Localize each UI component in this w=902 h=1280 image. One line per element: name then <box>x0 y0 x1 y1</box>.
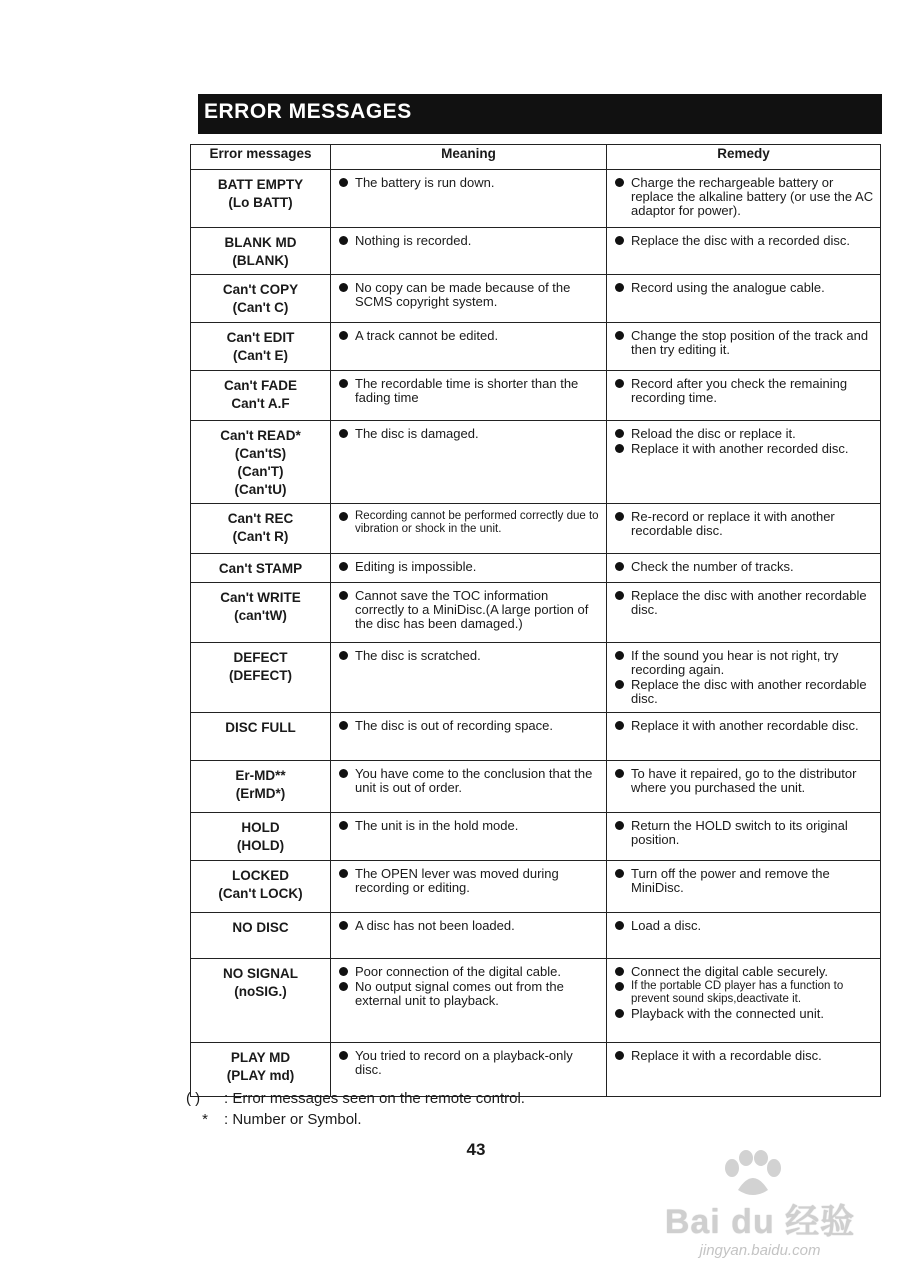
bullet-item: Change the stop position of the track and then try editing it. <box>613 329 874 357</box>
meaning-cell <box>331 913 607 959</box>
bullet-item: The unit is in the hold mode. <box>337 819 600 833</box>
error-code-cell <box>191 713 331 761</box>
footnote-text: : Error messages seen on the remote control. <box>224 1090 525 1107</box>
error-code-line: NO DISC <box>232 920 289 935</box>
remedy-list <box>613 281 874 295</box>
error-code-line: (Can'tS) <box>234 446 287 461</box>
table-row <box>191 761 881 813</box>
remedy-cell <box>607 504 881 554</box>
bullet-item: The disc is out of recording space. <box>337 719 600 733</box>
error-code-line: (Can't C) <box>232 300 289 315</box>
error-code-line: BLANK MD <box>224 235 297 250</box>
remedy-cell <box>607 554 881 583</box>
remedy-list <box>613 427 874 456</box>
remedy-cell <box>607 643 881 713</box>
bullet-item: To have it repaired, go to the distributor where you purchased the unit. <box>613 767 874 795</box>
remedy-list <box>613 377 874 405</box>
section-title: ERROR MESSAGES <box>198 94 882 134</box>
remedy-cell <box>607 913 881 959</box>
meaning-cell <box>331 323 607 371</box>
remedy-cell <box>607 1043 881 1097</box>
error-code-line: (PLAY md) <box>226 1068 295 1083</box>
remedy-list <box>613 1049 874 1063</box>
bullet-item: Poor connection of the digital cable. <box>337 965 600 979</box>
error-code-line: (HOLD) <box>236 838 285 853</box>
meaning-list <box>337 965 600 1008</box>
remedy-cell <box>607 421 881 504</box>
remedy-list <box>613 234 874 248</box>
meaning-list <box>337 427 600 441</box>
table-row <box>191 421 881 504</box>
remedy-list <box>613 767 874 795</box>
footnote-remote <box>186 1088 525 1109</box>
error-code-cell <box>191 421 331 504</box>
table-row <box>191 371 881 421</box>
footnote-key: * <box>202 1111 208 1128</box>
bullet-item: The OPEN lever was moved during recording or editing. <box>337 867 600 895</box>
remedy-cell <box>607 959 881 1043</box>
bullet-item: Replace it with a recordable disc. <box>613 1049 874 1063</box>
page-number: 43 <box>466 1140 486 1159</box>
error-code-line: (DEFECT) <box>229 668 292 683</box>
table-row <box>191 959 881 1043</box>
remedy-cell <box>607 583 881 643</box>
error-code-cell <box>191 583 331 643</box>
error-code-cell <box>191 275 331 323</box>
error-code-line: (Can't LOCK) <box>218 886 303 901</box>
remedy-list <box>613 589 874 617</box>
meaning-list <box>337 867 600 895</box>
footnotes <box>186 1088 525 1130</box>
meaning-list <box>337 919 600 933</box>
bullet-item: No output signal comes out from the external unit to playback. <box>337 980 600 1008</box>
remedy-cell <box>607 228 881 275</box>
error-code-line: Can't STAMP <box>218 561 303 576</box>
table-row <box>191 170 881 228</box>
bullet-item: If the sound you hear is not right, try recording again. <box>613 649 874 677</box>
meaning-cell <box>331 228 607 275</box>
table-row <box>191 913 881 959</box>
meaning-cell <box>331 583 607 643</box>
bullet-item: The battery is run down. <box>337 176 600 190</box>
bullet-item: Cannot save the TOC information correctly to a MiniDisc.(A large portion of the disc has been damaged.) <box>337 589 600 631</box>
error-code-line: Can't COPY <box>222 282 299 297</box>
remedy-cell <box>607 861 881 913</box>
bullet-item: Record after you check the remaining recording time. <box>613 377 874 405</box>
error-code-line: (can'tW) <box>234 608 287 623</box>
remedy-list <box>613 819 874 847</box>
error-code-line: Can't WRITE <box>220 590 301 605</box>
error-code-cell <box>191 761 331 813</box>
error-code-line: Can't REC <box>227 511 294 526</box>
bullet-item: Load a disc. <box>613 919 874 933</box>
remedy-list <box>613 560 874 574</box>
remedy-list <box>613 867 874 895</box>
error-code-cell <box>191 959 331 1043</box>
bullet-item: Connect the digital cable securely. <box>613 965 874 979</box>
error-code-line: (ErMD*) <box>235 786 286 801</box>
bullet-item: Check the number of tracks. <box>613 560 874 574</box>
table-row <box>191 275 881 323</box>
remedy-cell <box>607 323 881 371</box>
bullet-item: A track cannot be edited. <box>337 329 600 343</box>
error-code-line: DEFECT <box>233 650 288 665</box>
error-code-line: (Can'tU) <box>234 482 287 497</box>
remedy-cell <box>607 170 881 228</box>
meaning-cell <box>331 421 607 504</box>
bullet-item: No copy can be made because of the SCMS copyright system. <box>337 281 600 309</box>
bullet-item: Editing is impossible. <box>337 560 600 574</box>
error-code-line: BATT EMPTY <box>217 177 304 192</box>
meaning-list <box>337 589 600 631</box>
bullet-item: The disc is damaged. <box>337 427 600 441</box>
meaning-list <box>337 560 600 574</box>
meaning-list <box>337 377 600 405</box>
watermark-brand: Bai du 经验 <box>664 1203 856 1241</box>
meaning-list <box>337 510 600 536</box>
meaning-cell <box>331 170 607 228</box>
error-code-line: HOLD <box>241 820 280 835</box>
bullet-item: Playback with the connected unit. <box>613 1007 874 1021</box>
table-header-row <box>191 145 881 170</box>
watermark <box>640 1150 880 1270</box>
bullet-item: A disc has not been loaded. <box>337 919 600 933</box>
meaning-cell <box>331 643 607 713</box>
meaning-list <box>337 819 600 833</box>
bullet-item: Record using the analogue cable. <box>613 281 874 295</box>
footnote-key: ( ) <box>186 1090 201 1107</box>
table-row <box>191 554 881 583</box>
error-messages-table <box>190 144 881 1097</box>
error-code-line: (Lo BATT) <box>228 195 293 210</box>
meaning-cell <box>331 713 607 761</box>
error-code-line: (noSIG.) <box>234 984 287 999</box>
error-code-line: Can't FADE <box>224 378 297 393</box>
meaning-list <box>337 649 600 663</box>
bullet-item: You have come to the conclusion that the unit is out of order. <box>337 767 600 795</box>
error-code-cell <box>191 323 331 371</box>
remedy-list <box>613 719 874 733</box>
meaning-list <box>337 281 600 309</box>
footnote-symbol <box>186 1109 525 1130</box>
bullet-item: If the portable CD player has a function to prevent sound skips,deactivate it. <box>613 980 874 1006</box>
table-body <box>191 170 881 1097</box>
error-code-line: NO SIGNAL <box>222 966 298 981</box>
bullet-item: Charge the rechargeable battery or replace the alkaline battery (or use the AC adaptor for power). <box>613 176 874 218</box>
remedy-cell <box>607 275 881 323</box>
footnote-text: : Number or Symbol. <box>224 1111 362 1128</box>
remedy-list <box>613 329 874 357</box>
error-code-line: (Can't E) <box>233 348 288 363</box>
remedy-cell <box>607 713 881 761</box>
error-code-cell <box>191 643 331 713</box>
error-code-line: (Can'T) <box>237 464 284 479</box>
bullet-item: Re-record or replace it with another recordable disc. <box>613 510 874 538</box>
table-row <box>191 713 881 761</box>
table-row <box>191 228 881 275</box>
error-code-line: Can't A.F <box>231 396 290 411</box>
bullet-item: Return the HOLD switch to its original position. <box>613 819 874 847</box>
bullet-item: You tried to record on a playback-only disc. <box>337 1049 600 1077</box>
bullet-item: The disc is scratched. <box>337 649 600 663</box>
remedy-list <box>613 919 874 933</box>
bullet-item: Replace it with another recorded disc. <box>613 442 874 456</box>
bullet-item: Reload the disc or replace it. <box>613 427 874 441</box>
bullet-item: Replace the disc with another recordable disc. <box>613 589 874 617</box>
bullet-item: Replace the disc with a recorded disc. <box>613 234 874 248</box>
meaning-cell <box>331 504 607 554</box>
meaning-cell <box>331 959 607 1043</box>
remedy-list <box>613 176 874 218</box>
error-code-line: LOCKED <box>232 868 289 883</box>
error-code-cell <box>191 813 331 861</box>
meaning-cell <box>331 761 607 813</box>
error-code-line: Er-MD** <box>235 768 286 783</box>
error-code-line: Can't EDIT <box>226 330 295 345</box>
meaning-list <box>337 329 600 343</box>
error-code-line: PLAY MD <box>230 1050 291 1065</box>
error-code-cell <box>191 228 331 275</box>
remedy-cell <box>607 813 881 861</box>
meaning-list <box>337 767 600 795</box>
meaning-list <box>337 234 600 248</box>
meaning-cell <box>331 554 607 583</box>
error-code-cell <box>191 371 331 421</box>
header-remedy: Remedy <box>607 145 881 170</box>
error-code-line: (BLANK) <box>232 253 289 268</box>
watermark-url: jingyan.baidu.com <box>699 1242 821 1259</box>
header-meaning: Meaning <box>331 145 607 170</box>
table-row <box>191 504 881 554</box>
table-row <box>191 643 881 713</box>
remedy-cell <box>607 761 881 813</box>
error-code-cell <box>191 170 331 228</box>
paw-logo-icon <box>718 1150 788 1198</box>
meaning-cell <box>331 813 607 861</box>
meaning-cell <box>331 275 607 323</box>
remedy-list <box>613 510 874 538</box>
bullet-item: The recordable time is shorter than the fading time <box>337 377 600 405</box>
error-code-cell <box>191 554 331 583</box>
meaning-list <box>337 1049 600 1077</box>
bullet-item: Replace the disc with another recordable disc. <box>613 678 874 706</box>
error-code-cell <box>191 913 331 959</box>
error-code-cell <box>191 504 331 554</box>
bullet-item: Recording cannot be performed correctly due to vibration or shock in the unit. <box>337 510 600 536</box>
error-code-cell <box>191 861 331 913</box>
meaning-list <box>337 176 600 190</box>
table-row <box>191 323 881 371</box>
bullet-item: Replace it with another recordable disc. <box>613 719 874 733</box>
bullet-item: Turn off the power and remove the MiniDisc. <box>613 867 874 895</box>
header-error-messages: Error messages <box>191 145 331 170</box>
remedy-cell <box>607 371 881 421</box>
meaning-cell <box>331 371 607 421</box>
table-row <box>191 813 881 861</box>
error-code-line: Can't READ* <box>220 428 301 443</box>
table-row <box>191 861 881 913</box>
meaning-cell <box>331 861 607 913</box>
bullet-item: Nothing is recorded. <box>337 234 600 248</box>
error-code-line: DISC FULL <box>225 720 296 735</box>
remedy-list <box>613 649 874 706</box>
error-code-line: (Can't R) <box>232 529 289 544</box>
table-row <box>191 583 881 643</box>
meaning-list <box>337 719 600 733</box>
remedy-list <box>613 965 874 1021</box>
